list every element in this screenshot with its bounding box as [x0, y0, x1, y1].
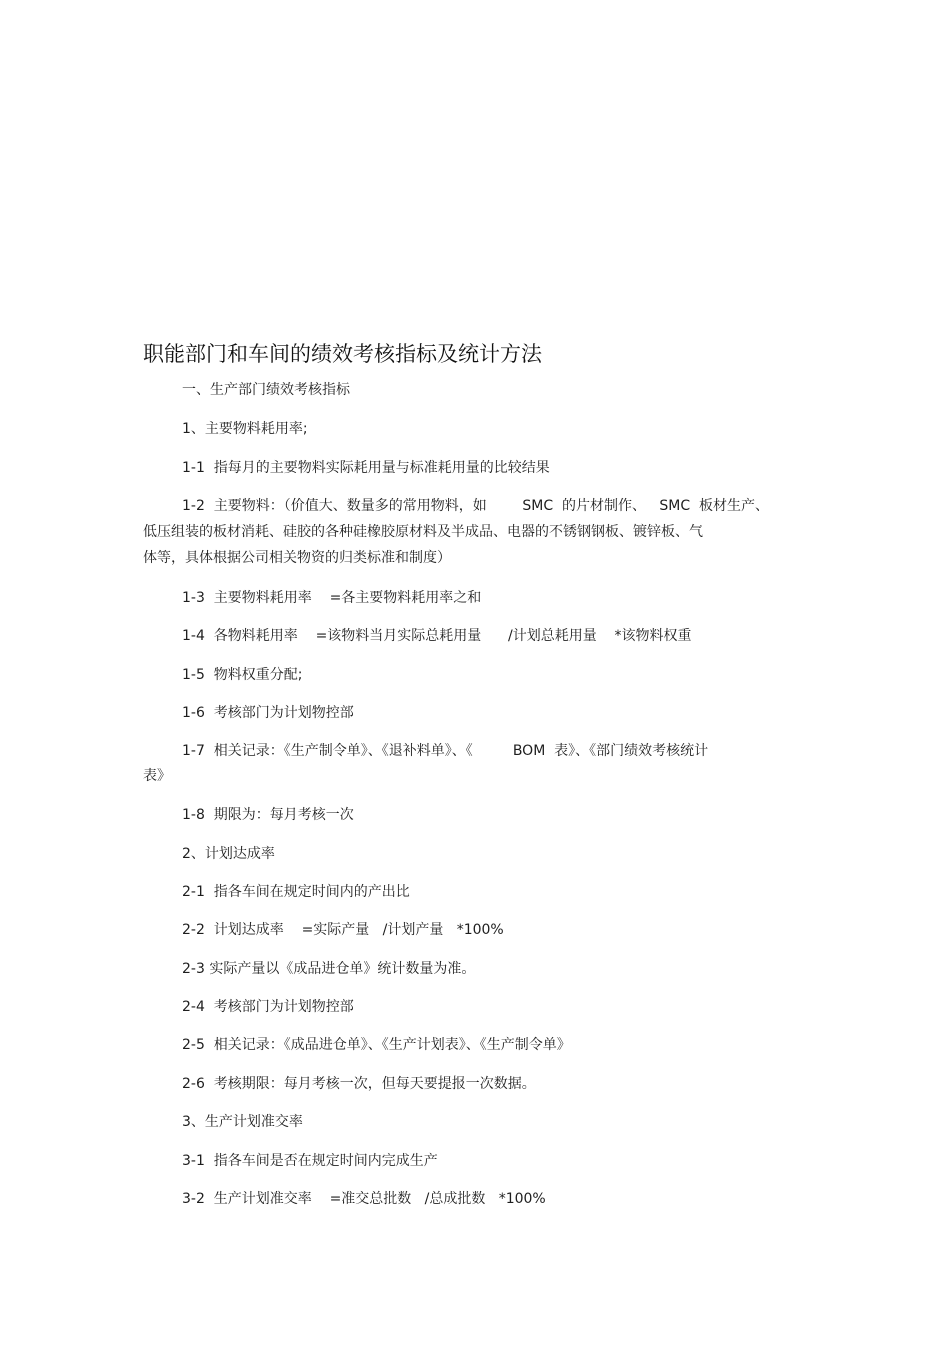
subsection-heading: 3、生产计划准交率: [182, 1114, 303, 1130]
paragraph: 1-1 指每月的主要物料实际耗用量与标准耗用量的比较结果: [182, 460, 550, 476]
paragraph: 2-3 实际产量以《成品进仓单》统计数量为准。: [182, 961, 476, 977]
paragraph: 2-1 指各车间在规定时间内的产出比: [182, 884, 410, 900]
subsection-heading: 1、主要物料耗用率;: [182, 421, 308, 437]
paragraph: 3-1 指各车间是否在规定时间内完成生产: [182, 1153, 438, 1169]
paragraph: 1-8 期限为：每月考核一次: [182, 807, 354, 823]
paragraph: 2-6 考核期限：每月考核一次，但每天要提报一次数据。: [182, 1076, 536, 1092]
paragraph: 1-2 主要物料：（价值大、数量多的常用物料，如 SMC 的片材制作、 SMC 板材生产、: [182, 498, 770, 514]
section-heading: 一、生产部门绩效考核指标: [182, 382, 350, 398]
paragraph-continuation: 低压组装的板材消耗、硅胶的各种硅橡胶原材料及半成品、电器的不锈钢钢板、镀锌板、气: [143, 524, 703, 540]
paragraph-continuation: 表》: [143, 768, 171, 784]
paragraph: 1-5 物料权重分配;: [182, 667, 303, 683]
paragraph: 1-4 各物料耗用率 =该物料当月实际总耗用量 /计划总耗用量 *该物料权重: [182, 628, 692, 644]
document-title: 职能部门和车间的绩效考核指标及统计方法: [143, 342, 542, 366]
paragraph: 2-2 计划达成率 =实际产量 /计划产量 *100%: [182, 922, 504, 938]
subsection-heading: 2、计划达成率: [182, 846, 275, 862]
paragraph: 1-7 相关记录：《生产制令单》、《退补料单》、《 BOM 表》、《部门绩效考核统计: [182, 743, 709, 759]
paragraph: 2-5 相关记录：《成品进仓单》、《生产计划表》、《生产制令单》: [182, 1037, 571, 1053]
paragraph: 1-3 主要物料耗用率 =各主要物料耗用率之和: [182, 590, 482, 606]
paragraph-continuation: 体等，具体根据公司相关物资的归类标准和制度）: [143, 550, 451, 566]
paragraph: 2-4 考核部门为计划物控部: [182, 999, 354, 1015]
paragraph: 3-2 生产计划准交率 =准交总批数 /总成批数 *100%: [182, 1191, 546, 1207]
paragraph: 1-6 考核部门为计划物控部: [182, 705, 354, 721]
